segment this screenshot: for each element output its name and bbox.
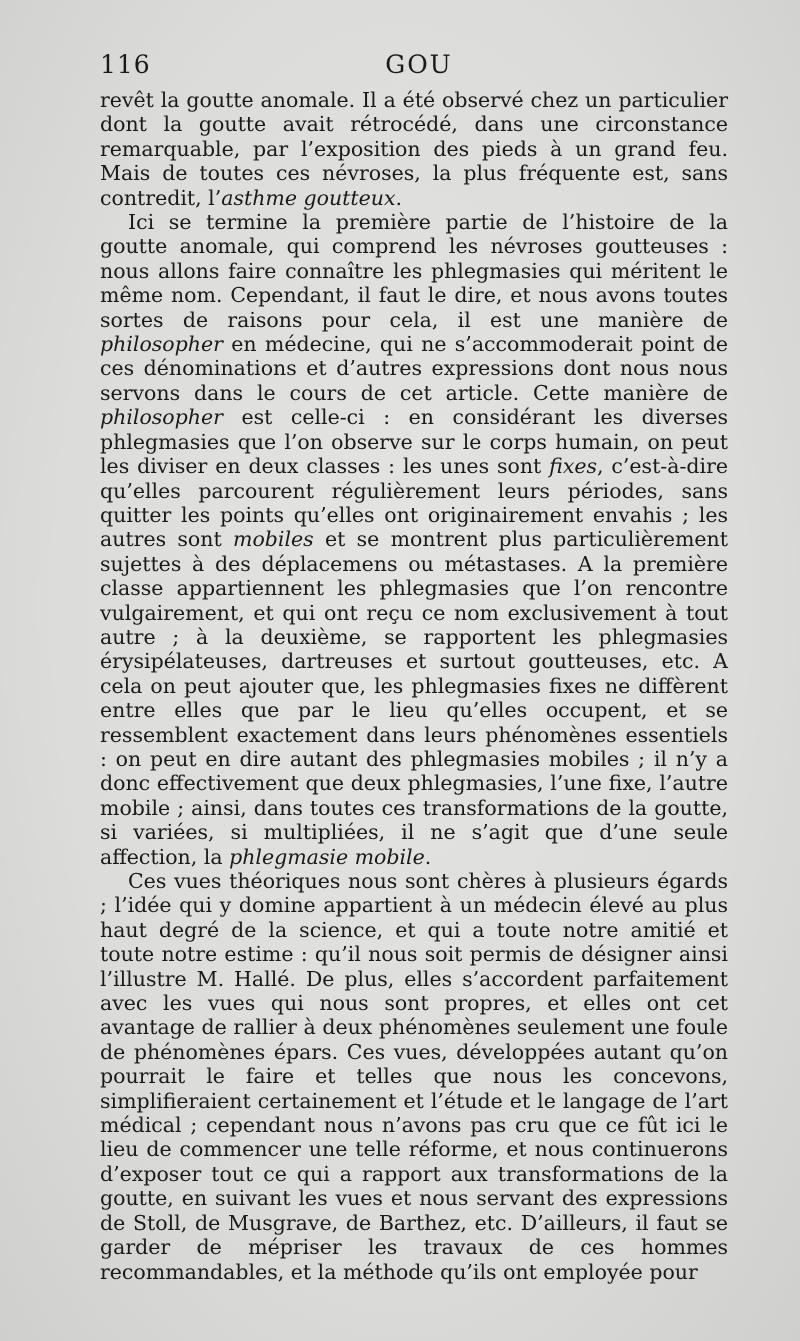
page-number: 116 (100, 50, 151, 79)
italic-text: phlegmasie mobile (229, 844, 425, 869)
text-run: Ces vues théoriques nous sont chères à plusieurs égards ; l’idée qui y domine appartient à un médecin élevé au plus haut degré de la science, et qui a toute notre amitié et toute notre estime : qu’il nous soit permis de désigner ainsi l’illustre M. Hallé. De plus, elles s’accordent parfaitement avec les vues qui nous sont propres, et elles ont cet avantage de rallier à deux phénomènes seulement une foule de phénomènes épars. Ces vues, développées autant qu’on pourrait le faire et telles que nous les concevons, simplifieraient certainement et l’étude et le langage de l’art médical ; cependant nous n’avons pas cru que ce fût ici le lieu de commencer une telle réforme, et nous continuerons d’exposer tout ce qui a rapport aux transformations de la goutte, en suivant les vues et nous servant des expressions de Stoll, de Musgrave, de Barthez, etc. D’ailleurs, il faut se garder de mépriser les travaux de ces hommes recommandables, et la méthode qu’ils ont employée pour (100, 869, 728, 1284)
italic-text: philosopher (100, 405, 223, 430)
paragraph (100, 88, 728, 210)
text-run: . (395, 185, 403, 210)
italic-text: asthme goutteux (221, 185, 396, 210)
body-text (100, 88, 728, 1284)
page-header (100, 50, 728, 82)
text-run: revêt la goutte anomale. Il a été observé chez un particulier dont la goutte avait rétrocédé, dans une circonstance remarquable, par l’exposition des pieds à un grand feu. Mais de toutes ces névroses, la plus fréquente est, sans contredit, l’ (100, 88, 728, 210)
italic-text: philosopher (100, 332, 223, 357)
paragraph (100, 869, 728, 1284)
italic-text: mobiles (233, 527, 314, 552)
paragraph (100, 210, 728, 869)
text-run: en médecine, qui ne s’accommoderait point de ces dénominations et d’autres expressions dont nous nous servons dans le cours de cet article. Cette manière de (100, 332, 728, 405)
text-run: Ici se termine la première partie de l’histoire de la goutte anomale, qui comprend les névroses goutteuses : nous allons faire connaître les phlegmasies qui méritent le même nom. Cependant, il faut le dire, et nous avons toutes sortes de raisons pour cela, il est une manière de (100, 210, 728, 332)
italic-text: fixes (549, 454, 598, 479)
text-run: et se montrent plus particulièrement sujettes à des déplacemens ou métastases. A la première classe appartiennent les phlegmasies que l’on rencontre vulgairement, et qui ont reçu ce nom exclusivement à tout autre ; à la deuxième, se rapportent les phlegmasies érysipélateuses, dartreuses et surtout goutteuses, etc. A cela on peut ajouter que, les phlegmasies fixes ne diffèrent entre elles que par le lieu qu’elles occupent, et se ressemblent exactement dans leurs phénomènes essentiels : on peut en dire autant des phlegmasies mobiles ; il n’y a donc effectivement que deux phlegmasies, l’une fixe, l’autre mobile ; ainsi, dans toutes ces transformations de la goutte, si variées, si multipliées, il ne s’agit que d’une seule affection, la (100, 527, 728, 869)
running-head: GOU (385, 50, 453, 79)
text-run: . (424, 844, 432, 869)
text-run: est celle-ci : en considérant les diverses phlegmasies que l’on observe sur le corps humain, on peut les diviser en deux classes : les unes sont (100, 405, 728, 479)
text-run: , c’est-à-dire qu’elles parcourent régulièrement leurs périodes, sans quitter les points qu’elles ont originairement envahis ; les autres sont (100, 454, 728, 552)
